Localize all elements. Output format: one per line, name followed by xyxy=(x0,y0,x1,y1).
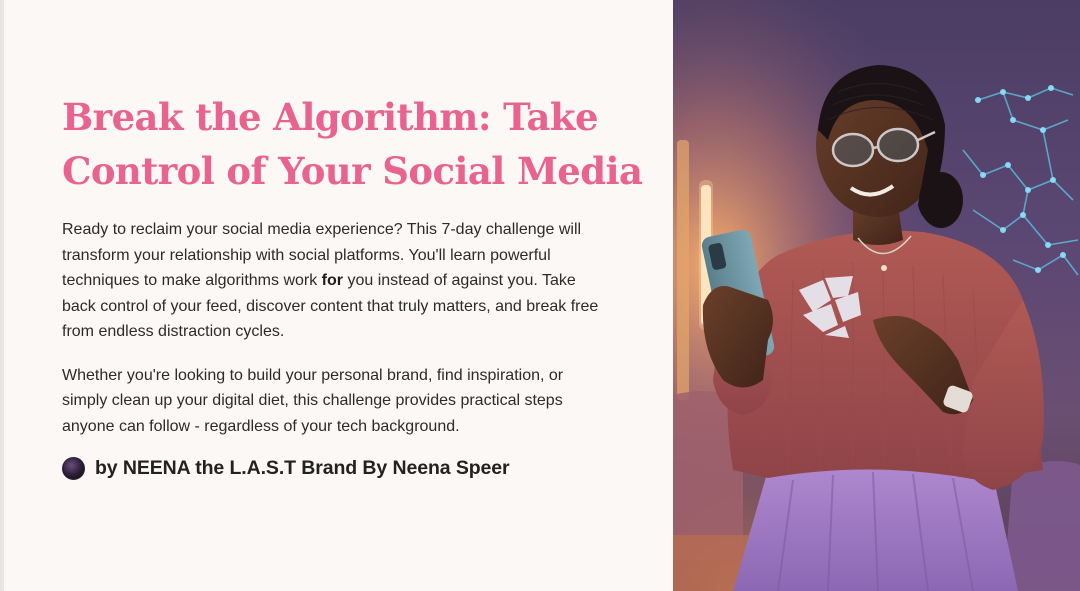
avatar xyxy=(62,457,85,480)
paragraph-1-line-5: from endless distraction cycles. xyxy=(62,323,285,340)
paragraph-2-line-1: Whether you're looking to build your personal brand, find inspiration, or xyxy=(62,366,564,384)
author-byline xyxy=(62,457,633,480)
paragraph-2-line-2: simply clean up your digital diet, this challenge provides practical steps xyxy=(62,392,563,409)
description xyxy=(62,217,642,439)
author-name: by NEENA the L.A.S.T Brand By Neena Speer xyxy=(95,457,510,479)
page-title xyxy=(62,90,652,198)
paragraph-1-line-1: Ready to reclaim your social media experience? This 7-day challenge will xyxy=(62,221,582,238)
paragraph-2 xyxy=(62,363,642,440)
hero-photo xyxy=(673,0,1080,591)
emphasis-for: for xyxy=(321,272,343,289)
paragraph-1-line-3-end: you instead of against you. Take xyxy=(343,272,576,289)
paragraph-1-line-3 xyxy=(62,268,642,294)
paragraph-1 xyxy=(62,217,642,345)
paragraph-2-line-3: anyone can follow - regardless of your tech background. xyxy=(62,417,460,435)
paragraph-1-line-4: back control of your feed, discover content that truly matters, and break free xyxy=(62,297,599,315)
woman-with-phone-illustration xyxy=(673,0,1080,591)
title-line-1: Break the Algorithm: Take xyxy=(62,95,598,139)
paragraph-1-line-2: transform your relationship with social platforms. You'll learn powerful xyxy=(62,246,551,264)
paragraph-1-line-3-start: techniques to make algorithms work xyxy=(62,272,322,289)
title-line-2: Control of Your Social Media xyxy=(62,149,643,193)
